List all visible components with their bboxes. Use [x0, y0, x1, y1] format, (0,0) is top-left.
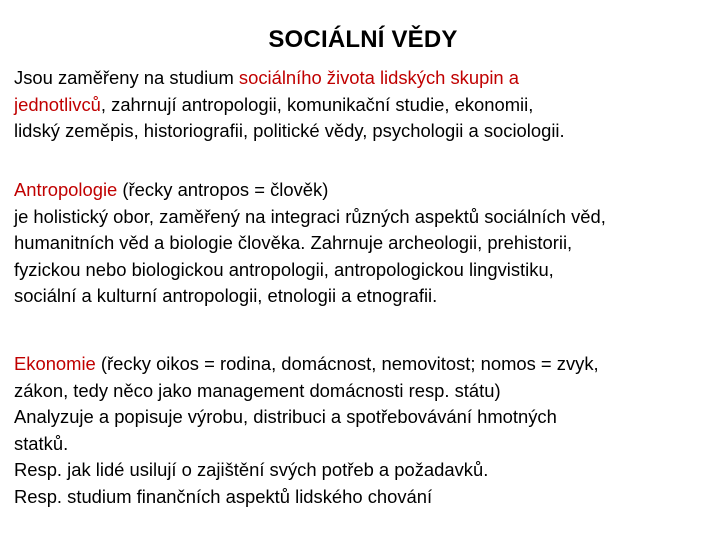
- anthropology-line: je holistický obor, zaměřený na integraci různých aspektů sociálních věd,: [14, 205, 606, 227]
- intro-text: Jsou zaměřeny na studium: [14, 67, 239, 88]
- economics-term-note: (řecky oikos = rodina, domácnost, nemovitost; nomos = zvyk,: [95, 353, 599, 374]
- intro-line: [14, 65, 714, 92]
- economics-line: zákon, tedy něco jako management domácnosti resp. státu): [14, 379, 501, 401]
- anthropology-paragraph: [14, 177, 714, 310]
- intro-paragraph: [14, 65, 714, 145]
- page-title: SOCIÁLNÍ VĚDY: [268, 26, 458, 53]
- intro-text: , zahrnují antropologii, komunikační studie, ekonomii,: [100, 93, 534, 115]
- anthropology-line: fyzickou nebo biologickou antropologii, antropologickou lingvistiku,: [14, 258, 554, 280]
- anthropology-heading: [14, 177, 714, 204]
- economics-line: Analyzuje a popisuje výrobu, distribuci a spotřebovávání hmotných: [14, 406, 557, 427]
- anthropology-line: humanitních věd a biologie člověka. Zahrnuje archeologii, prehistorii,: [14, 232, 573, 253]
- economics-line: statků.: [14, 432, 69, 454]
- anthropology-term-note: (řecky antropos = člověk): [117, 179, 329, 200]
- economics-paragraph: [14, 351, 714, 510]
- intro-line: [14, 92, 714, 119]
- anthropology-line: sociální a kulturní antropologii, etnologii a etnografii.: [14, 285, 438, 306]
- economics-term: Ekonomie: [14, 353, 96, 374]
- anthropology-term: Antropologie: [14, 179, 118, 200]
- intro-highlight: jednotlivců: [14, 93, 101, 115]
- economics-line: Resp. studium finančních aspektů lidského chování: [14, 485, 433, 507]
- economics-heading: [14, 351, 714, 378]
- economics-line: Resp. jak lidé usilují o zajištění svých potřeb a požadavků.: [14, 459, 489, 480]
- intro-line: lidský zeměpis, historiografii, politické vědy, psychologii a sociologii.: [14, 120, 565, 141]
- intro-highlight: sociálního života lidských skupin a: [238, 67, 519, 88]
